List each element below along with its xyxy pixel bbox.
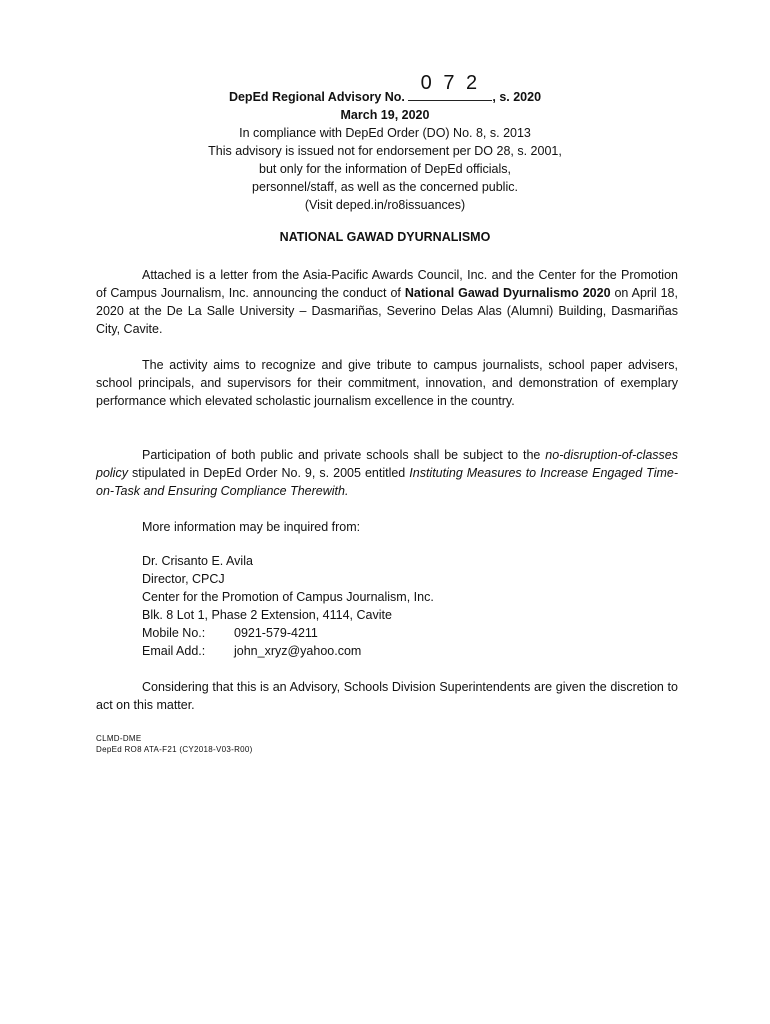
paragraph-text: Participation of both public and private schools shall be subject to the xyxy=(142,448,546,462)
email-label: Email Add.: xyxy=(142,644,206,658)
document-title: NATIONAL GAWAD DYURNALISMO xyxy=(279,230,491,244)
contact-mobile-row xyxy=(142,624,434,642)
paragraph-aim: The activity aims to recognize and give tribute to campus journalists, school paper advisers, school principals, and supervisors for their commitment, innovation, and demonstration of exemplary performance which elevated scholastic journalism excellence in the country. xyxy=(96,358,678,408)
document-footer xyxy=(96,733,253,755)
paragraph-text: Attached is a letter from the Asia-Pacific Awards Council, Inc. and the Center for the Promotion of Campus Journalism, Inc. announcing the conduct of xyxy=(96,268,678,300)
advisory-prefix: DepEd Regional Advisory No. xyxy=(228,90,405,104)
advisory-suffix: , s. 2020 xyxy=(492,90,542,104)
policy-name: no-disruption-of-classes policy xyxy=(96,448,678,480)
paragraph-inquiry: More information may be inquired from: xyxy=(142,520,361,534)
header-line: This advisory is issued not for endorsement per DO 28, s. 2001, xyxy=(208,144,562,158)
mobile-number: 0921-579-4211 xyxy=(234,626,318,640)
order-title: Instituting Measures to Increase Engaged Time-on-Task and Ensuring Compliance Therewith. xyxy=(96,466,679,498)
header-line: personnel/staff, as well as the concerned public. xyxy=(252,180,518,194)
header-line: but only for the information of DepEd officials, xyxy=(259,162,511,176)
contact-position: Director, CPCJ xyxy=(142,572,225,586)
advisory-number-blank xyxy=(408,72,492,101)
paragraph-announcement xyxy=(96,266,678,338)
paragraph-text: on April 18, 2020 at the De La Salle University – Dasmariñas, Severino Delas Alas (Alumni) Building, Dasmariñas City, Cavite. xyxy=(96,286,678,336)
advisory-number-line xyxy=(0,72,770,106)
contact-name: Dr. Crisanto E. Avila xyxy=(142,554,253,568)
event-name: National Gawad Dyurnalismo 2020 xyxy=(404,286,611,300)
paragraph-considering: Considering that this is an Advisory, Schools Division Superintendents are given the discretion to act on this matter. xyxy=(96,680,678,712)
footer-form-id: DepEd RO8 ATA-F21 (CY2018-V03-R00) xyxy=(96,745,253,754)
advisory-date: March 19, 2020 xyxy=(340,108,430,122)
advisory-header xyxy=(0,72,770,214)
contact-block xyxy=(142,552,434,660)
header-line: In compliance with DepEd Order (DO) No. 8, s. 2013 xyxy=(239,126,531,140)
advisory-number: 0 7 2 xyxy=(420,72,481,94)
mobile-label: Mobile No.: xyxy=(142,626,206,640)
contact-address: Blk. 8 Lot 1, Phase 2 Extension, 4114, Cavite xyxy=(142,608,392,622)
email-address: john_xryz@yahoo.com xyxy=(234,644,362,658)
paragraph-participation xyxy=(96,446,678,500)
paragraph-text: stipulated in DepEd Order No. 9, s. 2005 entitled xyxy=(127,466,410,480)
header-line: (Visit deped.in/ro8issuances) xyxy=(304,198,466,212)
footer-code: CLMD-DME xyxy=(96,734,142,743)
contact-organization: Center for the Promotion of Campus Journalism, Inc. xyxy=(142,590,434,604)
contact-email-row xyxy=(142,642,434,660)
